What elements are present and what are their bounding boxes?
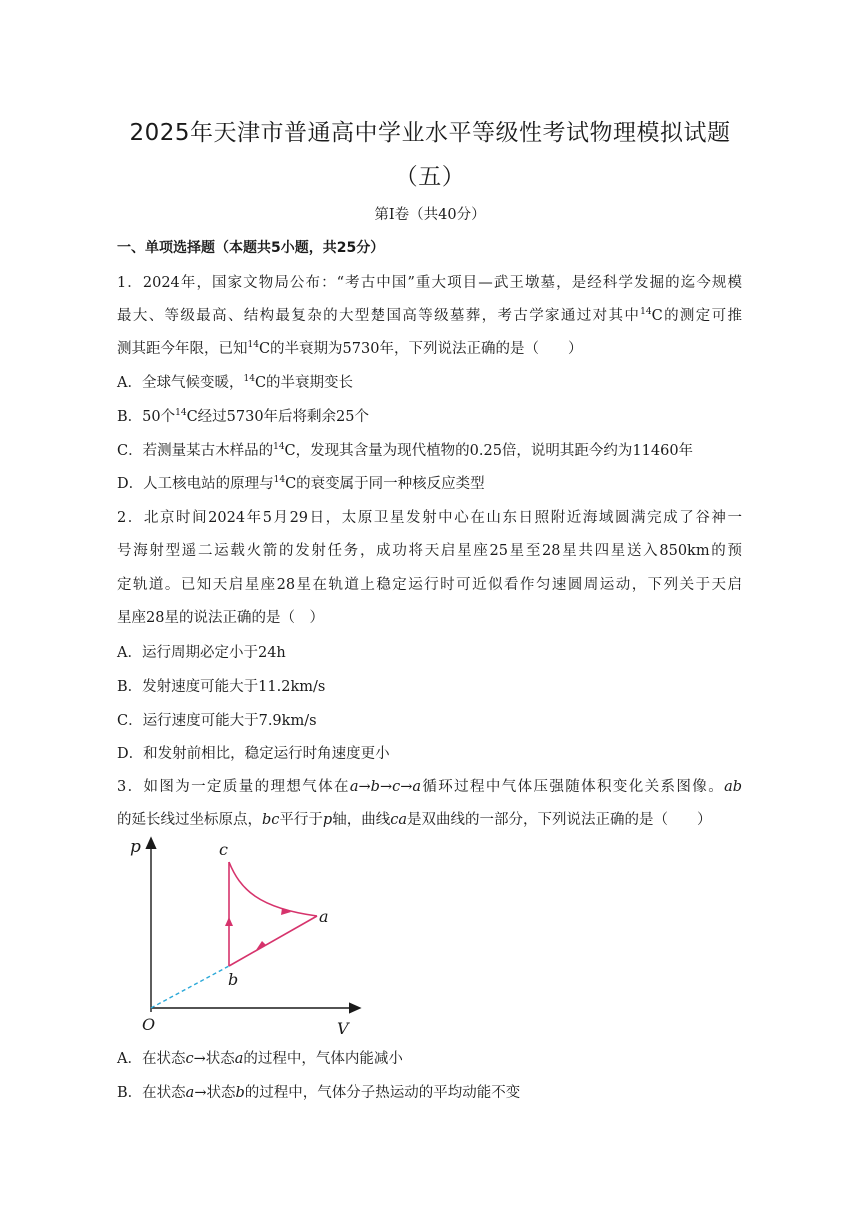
section-heading: 一、单项选择题（本题共5小题，共25分） — [117, 240, 385, 256]
q1-stem-line3: 测其距今年限，已知$^{14}$C的半衰期为5730年，下列说法正确的是（ ） — [117, 340, 583, 357]
q1-option-d: D．人工核电站的原理与$^{14}$C的衰变属于同一种核反应类型 — [117, 475, 485, 492]
origin-label: O — [142, 1015, 156, 1034]
q2-option-d: D．和发射前相比，稳定运行时角速度更小 — [117, 746, 390, 762]
q2-stem-line4: 星座28星的说法正确的是（ ） — [117, 610, 324, 626]
point-label-c: c — [219, 840, 228, 859]
axis-label-v: V — [337, 1019, 349, 1038]
curve-ca — [229, 862, 317, 916]
q1-option-a: A．全球气候变暖，$^{14}$C的半衰期变长 — [117, 374, 354, 391]
q1-option-c: C．若测量某古木样品的$^{14}$C，发现其含量为现代植物的0.25倍，说明其距今约为11460年 — [117, 442, 694, 459]
axis-label-p: p — [130, 837, 141, 857]
q1-stem-line1: 1．2024年，国家文物局公布：“考古中国”重大项目—武王墩墓，是经科学发掘的迄今规模 — [117, 275, 742, 291]
point-label-b: b — [228, 970, 239, 989]
q3-stem-line2: 的延长线过坐标原点，bc平行于p轴，曲线ca是双曲线的一部分，下列说法正确的是（ ） — [117, 812, 712, 828]
q3-option-b: B．在状态a→状态b的过程中，气体分子热运动的平均动能不变 — [117, 1085, 521, 1101]
q3-stem-line1: 3．如图为一定质量的理想气体在a→b→c→a循环过程中气体压强随体积变化关系图像。ab — [117, 779, 743, 795]
q3-option-a: A．在状态c→状态a的过程中，气体内能减小 — [117, 1051, 403, 1067]
segment-ab — [229, 916, 317, 966]
paper-part-label: 第Ⅰ卷（共40分） — [374, 207, 486, 223]
q1-stem-line2: 最大、等级最高、结构最复杂的大型楚国高等级墓葬，考古学家通过对其中$^{14}$C的测定可推 — [117, 307, 742, 324]
q2-option-b: B．发射速度可能大于11.2km/s — [117, 679, 326, 695]
q2-stem-line2: 号海射型遥二运载火箭的发射任务，成功将天启星座25星至28星共四星送入850km的预 — [117, 543, 742, 559]
point-label-a: a — [319, 907, 329, 926]
exam-title-number: （五） — [394, 164, 466, 190]
q2-option-c: C．运行速度可能大于7.9km/s — [117, 713, 317, 729]
q2-stem-line3: 定轨道。已知天启星座28星在轨道上稳定运行时可近似看作匀速圆周运动，下列关于天启 — [117, 577, 742, 593]
q2-stem-line1: 2．北京时间2024年5月29日，太原卫星发射中心在山东日照附近海域圆满完成了谷神一 — [117, 510, 742, 526]
q1-option-b: B．50个$^{14}$C经过5730年后将剩余25个 — [117, 408, 370, 425]
ab-extension-dashed — [151, 966, 229, 1008]
arrow-bc — [225, 917, 233, 926]
pv-diagram — [128, 834, 368, 1044]
exam-title: 2025年天津市普通高中学业水平等级性考试物理模拟试题 — [129, 120, 731, 146]
q2-option-a: A．运行周期必定小于24h — [117, 645, 286, 661]
